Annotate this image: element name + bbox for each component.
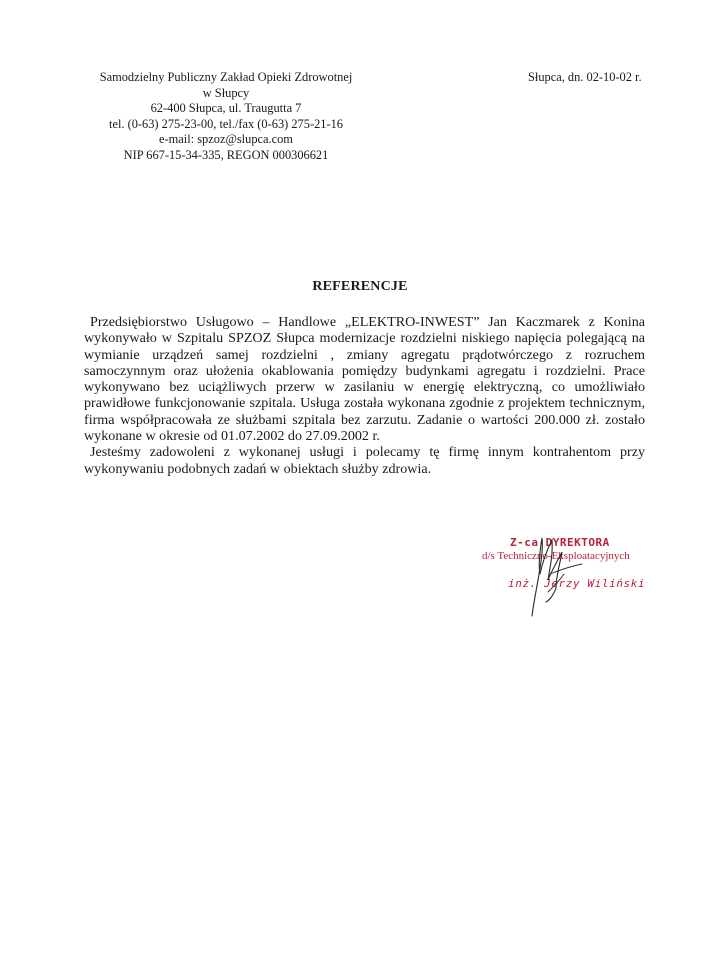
institution-nip-regon: NIP 667-15-34-335, REGON 000306621 — [123, 147, 329, 162]
letter-body — [84, 314, 645, 477]
stamp-department: d/s Techniczno-Eksploatacyjnych — [482, 550, 630, 562]
institution-name: Samodzielny Publiczny Zakład Opieki Zdrowotnej — [99, 70, 353, 84]
stamp-position: Z-ca DYREKTORA — [510, 536, 610, 549]
document-title: REFERENCJE — [312, 279, 408, 294]
body-paragraph-1: Przedsiębiorstwo Usługowo – Handlowe „ELEKTRO-INWEST” Jan Kaczmarek z Konina wykonywało w Szpitalu SPZOZ Słupca modernizacje rozdzielni niskiego napięcia polegającą na wymianie urządzeń samej rozdzielni , zmiany agregatu prądotwórczego z rozruchem samoczynnym oraz ułożenia okablowania pomiędzy budynkami agregatu i rozdzielni. Prace wykonywano bez uciążliwych przerw w zasilaniu w energię elektryczną, co umożliwiało prawidłowe funkcjonowanie szpitala. Usługa została wykonana zgodnie z projektem technicznym, firma współpracowała ze służbami szpitala bez zarzutu. Zadanie o wartości 200.000 zł. zostało wykonane w okresie od 01.07.2002 do 27.09.2002 r. — [84, 314, 645, 445]
institution-header — [78, 70, 374, 164]
institution-email: e-mail: spzoz@slupca.com — [159, 132, 293, 147]
institution-address: 62-400 Słupca, ul. Traugutta 7 — [150, 101, 302, 116]
body-paragraph-2: Jesteśmy zadowoleni z wykonanej usługi i polecamy tę firmę innym kontrahentom przy wykonywaniu podobnych zadań w obiektach służby zdrowia. — [84, 444, 645, 477]
institution-town: w Słupcy — [202, 85, 250, 100]
stamp-signatory-name: inż. Jerzy Wiliński — [508, 577, 646, 590]
institution-phone: tel. (0-63) 275-23-00, tel./fax (0-63) 275-21-16 — [109, 116, 343, 131]
place-date: Słupca, dn. 02-10-02 r. — [528, 70, 642, 84]
handwritten-signature — [490, 530, 630, 620]
